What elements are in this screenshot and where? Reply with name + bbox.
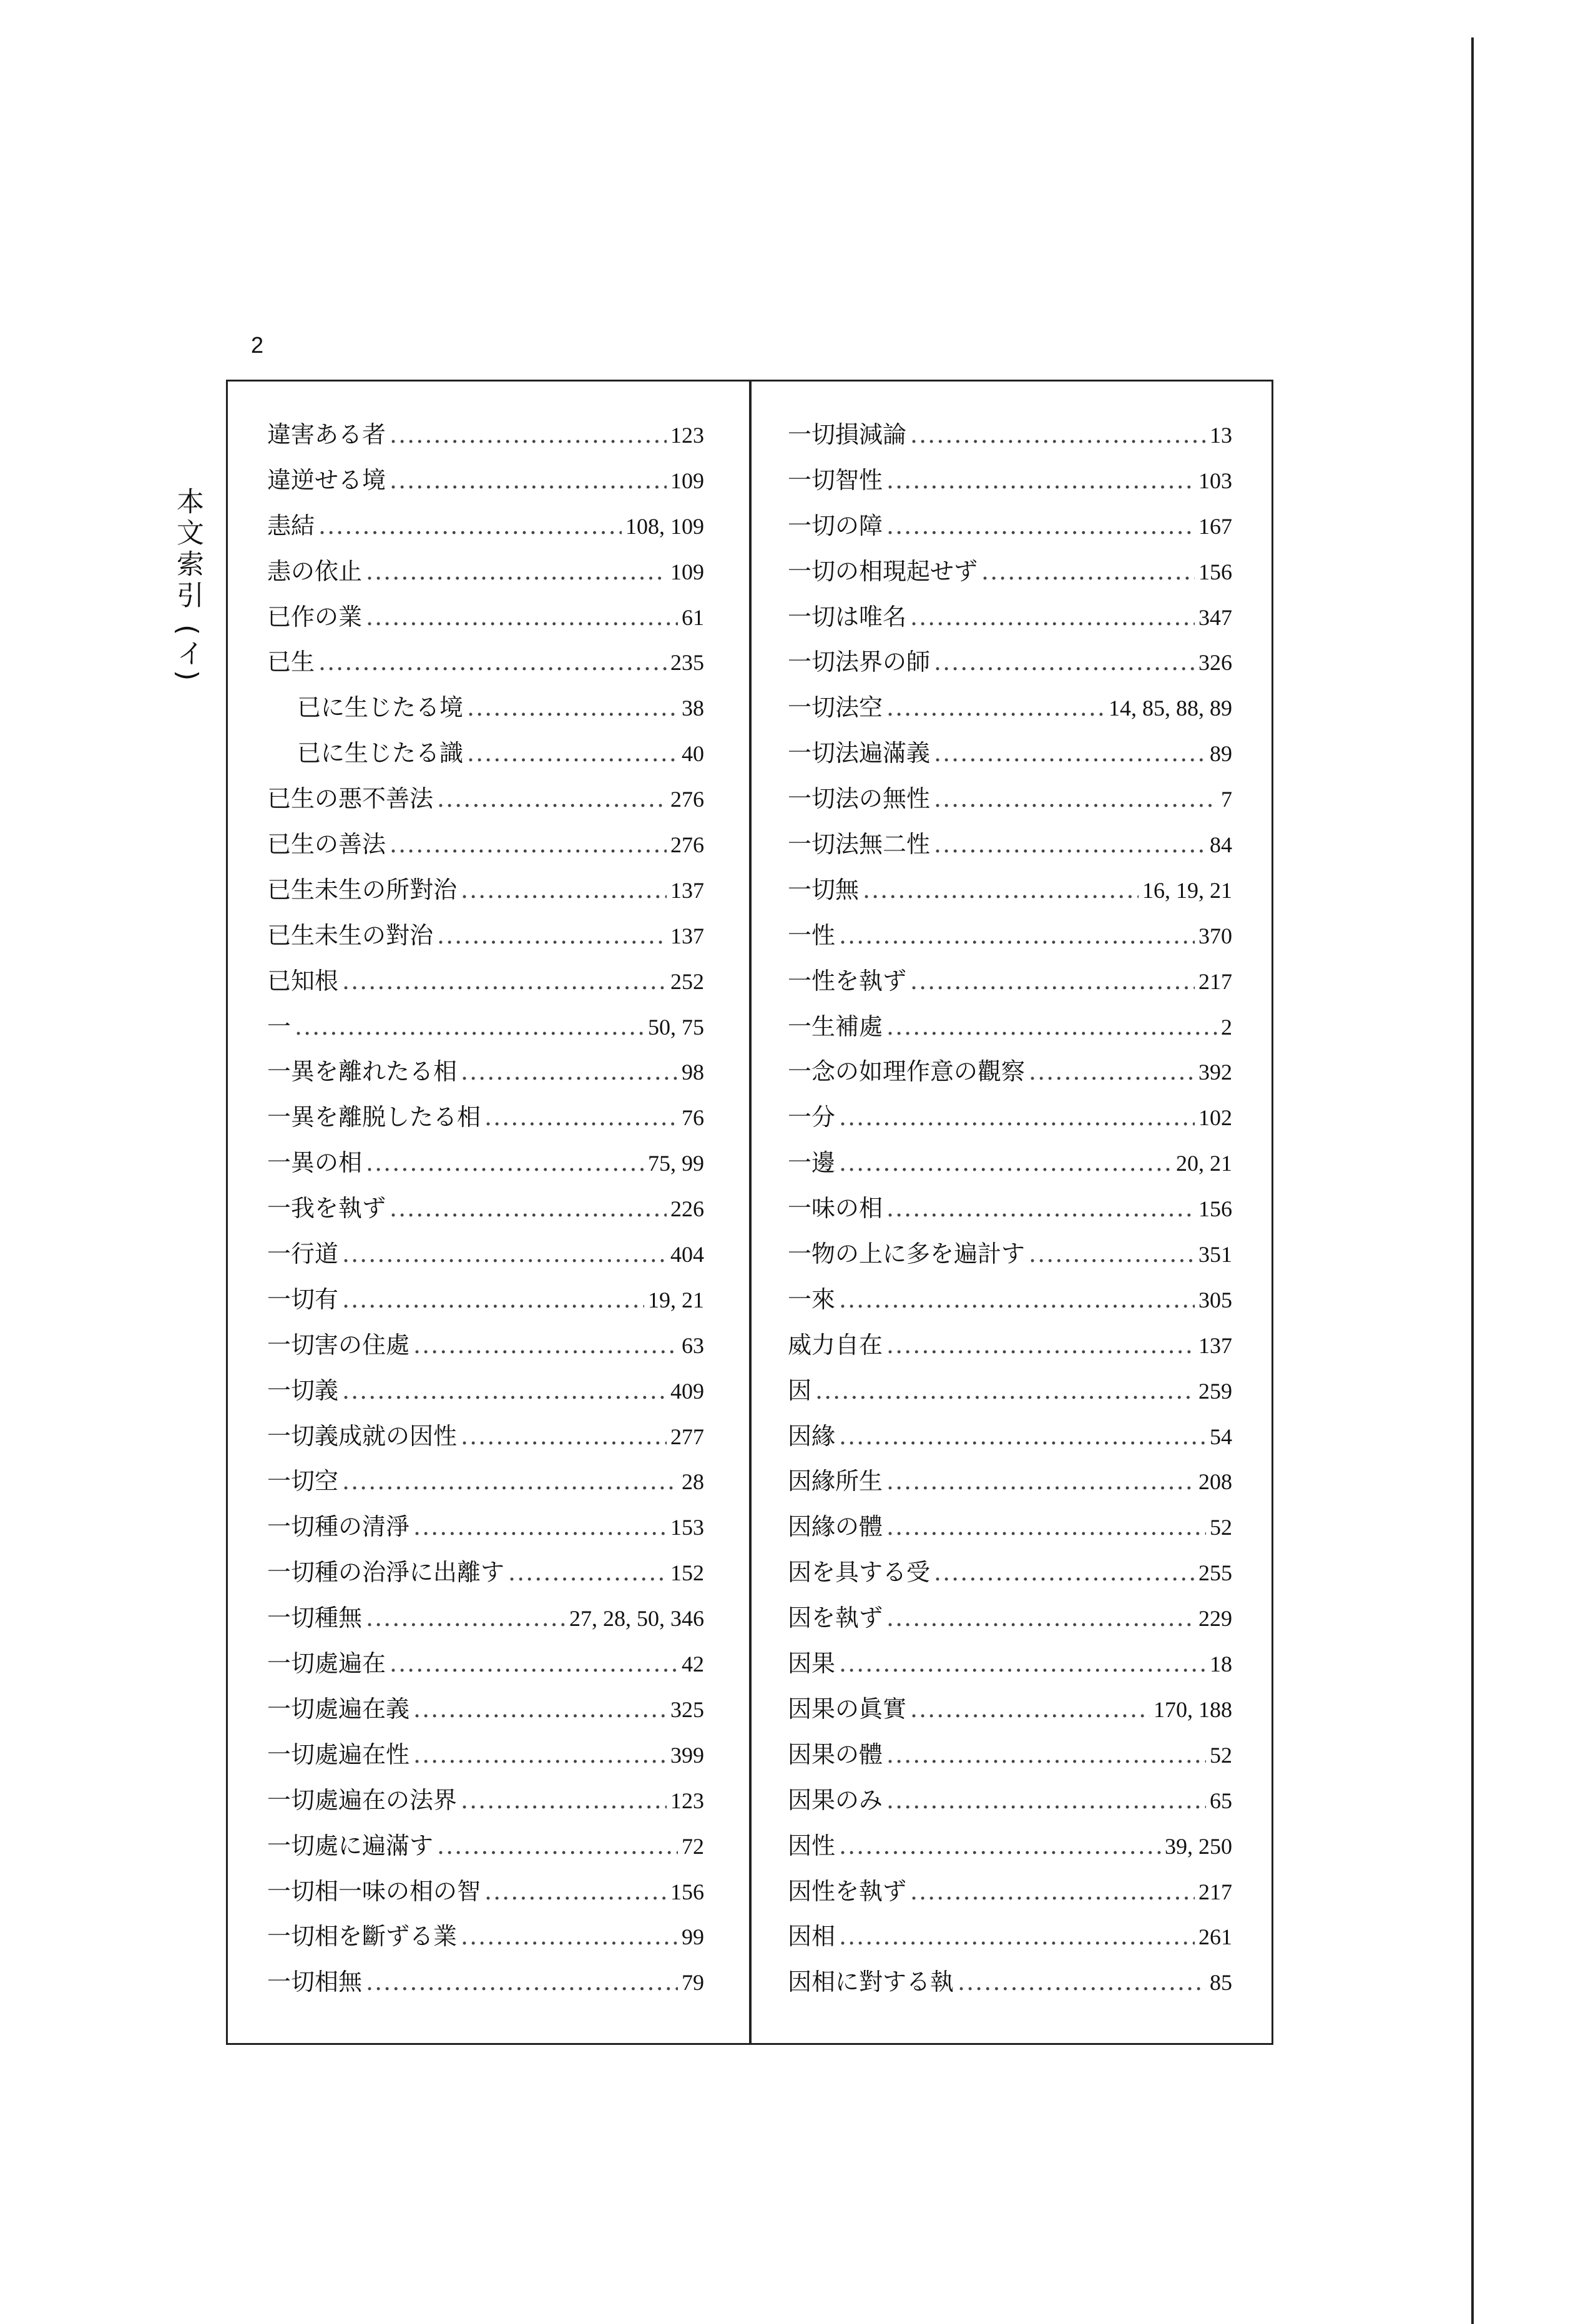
- page-reference: 152: [670, 1560, 704, 1586]
- page-reference: 276: [670, 787, 704, 812]
- dot-leader: [934, 639, 1195, 685]
- index-term: 一切義: [267, 1376, 339, 1404]
- page-reference: 370: [1198, 923, 1232, 948]
- index-entry: [267, 731, 704, 776]
- dot-leader: [839, 1277, 1195, 1322]
- index-term: 一切法の無性: [788, 785, 931, 813]
- page-reference: 50, 75: [648, 1014, 704, 1040]
- page-reference: 351: [1198, 1242, 1232, 1268]
- index-entry: [788, 1140, 1232, 1186]
- index-term: 已に生じたる識: [297, 739, 464, 767]
- page-reference: 170, 188: [1154, 1696, 1232, 1722]
- index-term: 一物の上に多を遍計す: [788, 1240, 1026, 1268]
- index-term: 一生補處: [788, 1012, 883, 1040]
- index-term: 一切害の住處: [267, 1331, 410, 1359]
- dot-leader: [413, 1732, 667, 1778]
- dot-leader: [839, 1823, 1161, 1869]
- index-term: 一: [267, 1012, 292, 1040]
- index-term: 一切空: [267, 1467, 339, 1495]
- index-term: 因性: [788, 1831, 836, 1859]
- index-term: 因: [788, 1376, 812, 1404]
- index-term: 一切處遍在の法界: [267, 1786, 458, 1814]
- index-term: 一切損減論: [788, 421, 907, 448]
- page-reference: 229: [1198, 1606, 1232, 1632]
- dot-leader: [366, 1140, 644, 1186]
- page-reference: 153: [670, 1515, 704, 1540]
- index-entry: [267, 867, 704, 913]
- index-entry: [267, 1732, 704, 1778]
- index-term: 違逆せる境: [267, 466, 386, 494]
- page-reference: 137: [670, 923, 704, 948]
- index-term: 一切種の治淨に出離す: [267, 1558, 505, 1587]
- dot-leader: [390, 1186, 667, 1231]
- index-term: 一異を離脱したる相: [267, 1103, 481, 1131]
- dot-leader: [484, 1869, 667, 1914]
- index-term: 一切の相現起せず: [788, 557, 978, 585]
- dot-leader: [342, 1459, 678, 1504]
- index-entry: [788, 1231, 1232, 1277]
- index-entry: [267, 776, 704, 822]
- index-entry: [788, 1186, 1232, 1231]
- dot-leader: [390, 458, 667, 503]
- page-reference: 259: [1198, 1378, 1232, 1404]
- index-column-right: [788, 412, 1232, 2005]
- index-term: 一性を執ず: [788, 967, 907, 995]
- index-term: 因果のみ: [788, 1786, 883, 1814]
- page-reference: 54: [1210, 1424, 1232, 1449]
- index-term: 威力自在: [788, 1331, 883, 1359]
- dot-leader: [934, 731, 1206, 776]
- index-term: 一切處遍在性: [267, 1740, 410, 1768]
- page-reference: 38: [682, 696, 704, 721]
- dot-leader: [342, 1368, 667, 1414]
- page-reference: 137: [670, 877, 704, 903]
- index-term: 恚結: [267, 511, 315, 539]
- index-entry: [267, 1277, 704, 1322]
- page-reference: 98: [682, 1060, 704, 1085]
- dot-leader: [886, 1322, 1195, 1368]
- page-reference: 63: [682, 1332, 704, 1358]
- index-term: 因相: [788, 1923, 836, 1951]
- index-term: 因相に對する執: [788, 1968, 954, 1996]
- page-reference: 102: [1198, 1105, 1232, 1131]
- index-entry: [788, 458, 1232, 503]
- dot-leader: [366, 1959, 678, 2005]
- index-entry: [788, 867, 1232, 913]
- index-term: 一切相一味の相の智: [267, 1877, 481, 1905]
- index-term: 一切處に遍滿す: [267, 1831, 434, 1859]
- dot-leader: [815, 1368, 1195, 1414]
- index-entry: [788, 1459, 1232, 1504]
- dot-leader: [437, 1823, 678, 1869]
- index-entry: [267, 1049, 704, 1095]
- page-reference: 14, 85, 88, 89: [1109, 696, 1232, 721]
- index-term: 一切相無: [267, 1968, 363, 1996]
- index-term: 因を執ず: [788, 1604, 883, 1632]
- dot-leader: [934, 822, 1206, 867]
- dot-leader: [863, 867, 1139, 913]
- page-reference: 39, 250: [1165, 1833, 1232, 1859]
- index-entry: [788, 1686, 1232, 1732]
- dot-leader: [1029, 1049, 1195, 1095]
- index-term: 一行道: [267, 1240, 339, 1268]
- index-entry: [788, 731, 1232, 776]
- index-entry: [267, 1869, 704, 1914]
- index-entry: [267, 822, 704, 867]
- page-reference: 52: [1210, 1742, 1232, 1768]
- index-term: 一切處遍在: [267, 1650, 386, 1678]
- index-entry: [267, 1686, 704, 1732]
- index-term: 一切法無二性: [788, 830, 931, 859]
- page-reference: 109: [670, 559, 704, 584]
- dot-leader: [910, 1686, 1150, 1732]
- page-number: 2: [251, 332, 264, 358]
- section-side-label: 本文索引 (イ): [172, 487, 203, 685]
- index-term: 一我を執ず: [267, 1194, 386, 1223]
- dot-leader: [886, 503, 1195, 549]
- index-entry: [788, 1732, 1232, 1778]
- dot-leader: [342, 958, 667, 1004]
- page-reference: 217: [1198, 968, 1232, 994]
- page-reference: 156: [1198, 1196, 1232, 1222]
- dot-leader: [508, 1550, 667, 1595]
- index-term: 已作の業: [267, 603, 363, 631]
- index-term: 因緣所生: [788, 1467, 883, 1495]
- page-reference: 109: [670, 468, 704, 493]
- dot-leader: [910, 412, 1206, 458]
- index-term: 已生未生の所對治: [267, 875, 458, 904]
- dot-leader: [839, 1641, 1206, 1686]
- page-reference: 409: [670, 1378, 704, 1404]
- index-entry: [267, 1459, 704, 1504]
- page-reference: 156: [1198, 559, 1232, 584]
- dot-leader: [461, 1914, 678, 1959]
- dot-leader: [467, 685, 678, 731]
- index-term: 因緣: [788, 1422, 836, 1450]
- index-entry: [788, 685, 1232, 731]
- index-term: 一切法空: [788, 694, 883, 722]
- index-entry: [788, 958, 1232, 1004]
- index-entry: [267, 1778, 704, 1823]
- index-entry: [267, 1095, 704, 1140]
- index-entry: [788, 412, 1232, 458]
- page-reference: 103: [1198, 468, 1232, 493]
- dot-leader: [342, 1231, 667, 1277]
- index-entry: [267, 1550, 704, 1595]
- index-entry: [267, 594, 704, 640]
- page-reference: 61: [682, 604, 704, 630]
- index-term: 一切は唯名: [788, 603, 907, 631]
- index-entry: [267, 1004, 704, 1050]
- index-term: 一切の障: [788, 511, 883, 539]
- index-entry: [788, 1322, 1232, 1368]
- index-entry: [788, 594, 1232, 640]
- dot-leader: [413, 1322, 678, 1368]
- index-term: 已知根: [267, 967, 339, 995]
- index-entry: [788, 913, 1232, 958]
- index-entry: [267, 1186, 704, 1231]
- dot-leader: [342, 1277, 644, 1322]
- index-entry: [788, 1959, 1232, 2005]
- dot-leader: [461, 1778, 667, 1823]
- dot-leader: [390, 822, 667, 867]
- index-term: 一切有: [267, 1285, 339, 1313]
- index-term: 一切法遍滿義: [788, 739, 931, 767]
- index-entry: [788, 1641, 1232, 1686]
- index-term: 因果の眞實: [788, 1695, 907, 1723]
- index-term: 因性を執ず: [788, 1877, 907, 1905]
- index-term: 因緣の體: [788, 1513, 883, 1541]
- page-reference: 252: [670, 968, 704, 994]
- index-entry: [267, 1414, 704, 1459]
- index-term: 一念の如理作意の觀察: [788, 1058, 1026, 1086]
- page-reference: 167: [1198, 513, 1232, 539]
- index-entry: [267, 1231, 704, 1277]
- dot-leader: [981, 549, 1195, 594]
- page-reference: 255: [1198, 1560, 1232, 1586]
- dot-leader: [839, 1414, 1206, 1459]
- page-reference: 404: [670, 1242, 704, 1268]
- index-entry: [788, 1914, 1232, 1959]
- page-reference: 123: [670, 1788, 704, 1813]
- index-term: 一切處遍在義: [267, 1695, 410, 1723]
- dot-leader: [839, 1095, 1195, 1140]
- index-entry: [267, 958, 704, 1004]
- page-reference: 305: [1198, 1287, 1232, 1312]
- index-entry: [788, 1414, 1232, 1459]
- index-term: 一分: [788, 1103, 836, 1131]
- page-reference: 2: [1221, 1014, 1232, 1040]
- dot-leader: [886, 1004, 1217, 1050]
- dot-leader: [886, 1459, 1195, 1504]
- dot-leader: [484, 1095, 678, 1140]
- index-entry: [267, 458, 704, 503]
- page-reference: 27, 28, 50, 346: [569, 1606, 704, 1632]
- page-edge-rule: [1471, 37, 1474, 2324]
- index-term: 一切相を斷ずる業: [267, 1923, 458, 1951]
- index-entry: [788, 1049, 1232, 1095]
- page-reference: 277: [670, 1424, 704, 1449]
- index-entry: [788, 503, 1232, 549]
- dot-leader: [886, 1186, 1195, 1231]
- page-reference: 16, 19, 21: [1142, 877, 1232, 903]
- page-reference: 84: [1210, 832, 1232, 858]
- index-term: 已に生じたる境: [297, 694, 464, 722]
- page-reference: 108, 109: [625, 513, 704, 539]
- dot-leader: [886, 1595, 1195, 1641]
- dot-leader: [886, 1778, 1206, 1823]
- page-reference: 76: [682, 1105, 704, 1131]
- page-reference: 261: [1198, 1924, 1232, 1950]
- dot-leader: [413, 1686, 667, 1732]
- index-entry: [267, 1595, 704, 1641]
- index-term: 一味の相: [788, 1194, 883, 1223]
- index-term: 一異を離れたる相: [267, 1058, 458, 1086]
- dot-leader: [366, 1595, 566, 1641]
- index-term: 一異の相: [267, 1149, 363, 1177]
- page-reference: 19, 21: [648, 1287, 704, 1312]
- index-entry: [267, 639, 704, 685]
- index-entry: [267, 1322, 704, 1368]
- page-reference: 75, 99: [648, 1151, 704, 1176]
- dot-leader: [437, 913, 667, 958]
- page-reference: 156: [670, 1879, 704, 1904]
- index-entry: [788, 1823, 1232, 1869]
- dot-leader: [886, 685, 1105, 731]
- dot-leader: [390, 1641, 678, 1686]
- page-reference: 20, 21: [1176, 1151, 1232, 1176]
- page-reference: 208: [1198, 1469, 1232, 1495]
- index-entry: [788, 1368, 1232, 1414]
- dot-leader: [461, 1049, 678, 1095]
- index-entry: [267, 1140, 704, 1186]
- dot-leader: [390, 412, 667, 458]
- index-term: 已生未生の對治: [267, 921, 434, 949]
- index-column-left: [267, 412, 704, 2005]
- dot-leader: [461, 867, 667, 913]
- index-entry: [788, 549, 1232, 594]
- dot-leader: [1029, 1231, 1195, 1277]
- index-entry: [788, 1095, 1232, 1140]
- page-reference: 99: [682, 1924, 704, 1950]
- page-reference: 89: [1210, 741, 1232, 767]
- index-term: 違害ある者: [267, 421, 386, 448]
- index-entry: [788, 1778, 1232, 1823]
- index-term: 一來: [788, 1285, 836, 1313]
- column-divider: [749, 380, 752, 2045]
- index-term: 一切種の清淨: [267, 1513, 410, 1541]
- index-term: 恚の依止: [267, 557, 363, 585]
- dot-leader: [366, 549, 667, 594]
- dot-leader: [839, 913, 1195, 958]
- index-entry: [788, 1277, 1232, 1322]
- dot-leader: [467, 731, 678, 776]
- index-entry: [267, 412, 704, 458]
- index-term: 因果: [788, 1650, 836, 1678]
- page-reference: 392: [1198, 1060, 1232, 1085]
- dot-leader: [886, 458, 1195, 503]
- index-term: 一邊: [788, 1149, 836, 1177]
- dot-leader: [886, 1732, 1206, 1778]
- page-reference: 42: [682, 1652, 704, 1677]
- page-reference: 7: [1221, 787, 1232, 812]
- page-reference: 123: [670, 423, 704, 448]
- index-term: 一切種無: [267, 1604, 363, 1632]
- index-entry: [267, 685, 704, 731]
- index-entry: [788, 1595, 1232, 1641]
- page-reference: 325: [670, 1696, 704, 1722]
- index-term: 因を具する受: [788, 1558, 931, 1587]
- index-entry: [267, 1641, 704, 1686]
- index-entry: [788, 776, 1232, 822]
- index-term: 一切法界の師: [788, 648, 931, 676]
- index-entry: [788, 1869, 1232, 1914]
- index-term: 一切無: [788, 875, 860, 904]
- dot-leader: [839, 1140, 1172, 1186]
- dot-leader: [318, 503, 622, 549]
- page-reference: 28: [682, 1469, 704, 1495]
- dot-leader: [910, 594, 1195, 640]
- page-reference: 326: [1198, 650, 1232, 676]
- index-entry: [788, 1550, 1232, 1595]
- page-reference: 347: [1198, 604, 1232, 630]
- index-entry: [267, 1504, 704, 1550]
- index-entry: [788, 1004, 1232, 1050]
- index-term: 因果の體: [788, 1740, 883, 1768]
- page-reference: 72: [682, 1833, 704, 1859]
- dot-leader: [910, 1869, 1195, 1914]
- dot-leader: [318, 639, 667, 685]
- dot-leader: [366, 594, 678, 640]
- index-entry: [788, 1504, 1232, 1550]
- index-entry: [788, 639, 1232, 685]
- index-term: 一切智性: [788, 466, 883, 494]
- index-entry: [267, 549, 704, 594]
- dot-leader: [295, 1004, 644, 1050]
- dot-leader: [886, 1504, 1206, 1550]
- page-reference: 40: [682, 741, 704, 767]
- page-reference: 18: [1210, 1652, 1232, 1677]
- page-reference: 85: [1210, 1970, 1232, 1996]
- page-reference: 137: [1198, 1332, 1232, 1358]
- index-entry: [267, 913, 704, 958]
- page-reference: 399: [670, 1742, 704, 1768]
- dot-leader: [910, 958, 1195, 1004]
- dot-leader: [934, 776, 1217, 822]
- page-reference: 13: [1210, 423, 1232, 448]
- index-entry: [267, 503, 704, 549]
- page-reference: 226: [670, 1196, 704, 1222]
- index-term: 已生: [267, 648, 315, 676]
- dot-leader: [934, 1550, 1195, 1595]
- dot-leader: [461, 1414, 667, 1459]
- page-reference: 79: [682, 1970, 704, 1996]
- dot-leader: [413, 1504, 667, 1550]
- page-reference: 276: [670, 832, 704, 858]
- page-reference: 235: [670, 650, 704, 676]
- dot-leader: [437, 776, 667, 822]
- dot-leader: [958, 1959, 1206, 2005]
- index-entry: [267, 1959, 704, 2005]
- index-entry: [267, 1823, 704, 1869]
- index-entry: [267, 1368, 704, 1414]
- dot-leader: [839, 1914, 1195, 1959]
- index-term: 一性: [788, 921, 836, 949]
- index-term: 已生の善法: [267, 830, 386, 859]
- index-entry: [788, 822, 1232, 867]
- index-entry: [267, 1914, 704, 1959]
- index-term: 一切義成就の因性: [267, 1422, 458, 1450]
- page-reference: 52: [1210, 1515, 1232, 1540]
- page-reference: 65: [1210, 1788, 1232, 1813]
- page-reference: 217: [1198, 1879, 1232, 1904]
- index-term: 已生の悪不善法: [267, 785, 434, 813]
